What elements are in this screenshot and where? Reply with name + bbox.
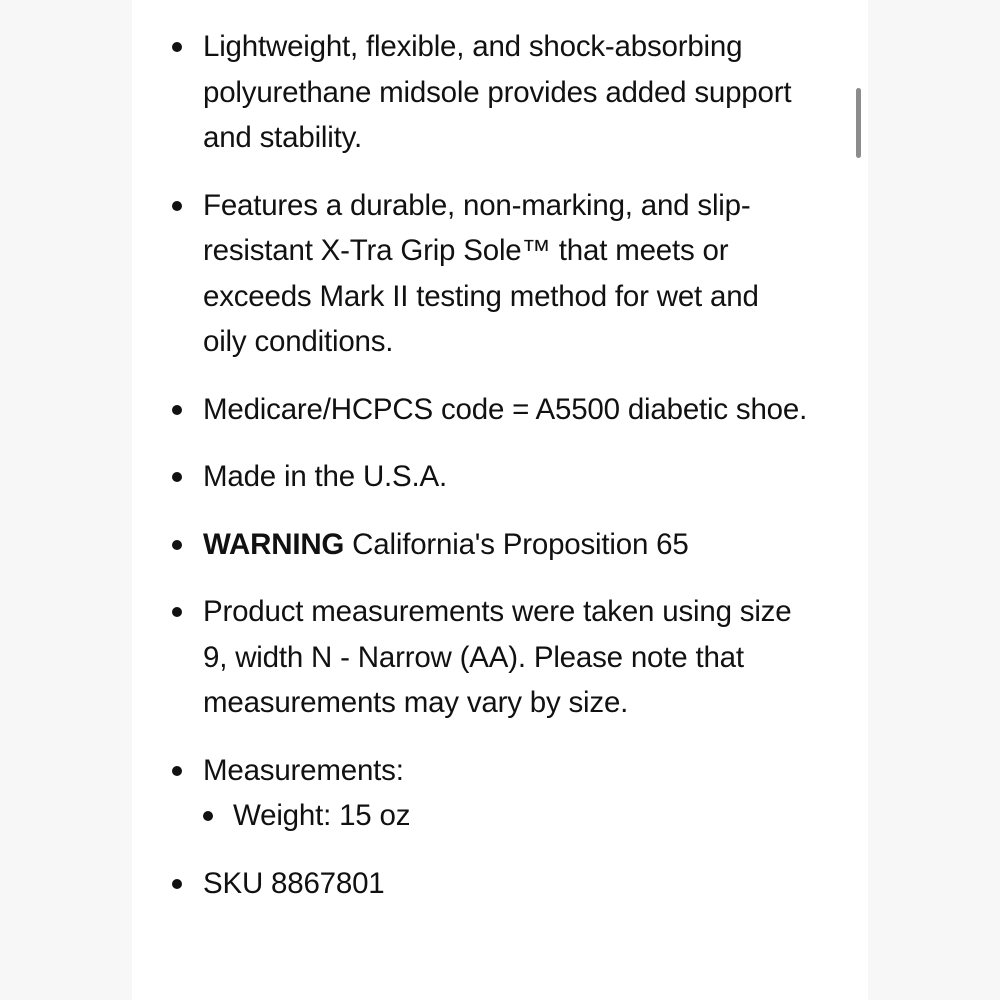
feature-list <box>170 24 810 928</box>
list-item-measurements <box>170 748 810 839</box>
list-item-medicare-code: Medicare/HCPCS code = A5500 diabetic shoe. <box>170 387 810 433</box>
warning-text: California's Proposition 65 <box>344 527 689 561</box>
measurements-sublist <box>203 793 810 839</box>
list-item-measurement-note: Product measurements were taken using size 9, width N - Narrow (AA). Please note that measurements may vary by size. <box>170 589 810 726</box>
measurements-heading: Measurements: <box>203 753 404 787</box>
list-item-warning <box>170 522 810 568</box>
list-item-sku: SKU 8867801 <box>170 861 810 907</box>
scrollbar-thumb[interactable] <box>856 88 861 158</box>
warning-label: WARNING <box>203 527 345 561</box>
list-item-made-in: Made in the U.S.A. <box>170 454 810 500</box>
list-item-weight: Weight: 15 oz <box>203 793 810 839</box>
list-item-grip-sole: Features a durable, non-marking, and slip-resistant X-Tra Grip Sole™ that meets or exceeds Mark II testing method for wet and oily conditions. <box>170 183 810 365</box>
list-item-midsole: Lightweight, flexible, and shock-absorbing polyurethane midsole provides added support and stability. <box>170 24 810 161</box>
